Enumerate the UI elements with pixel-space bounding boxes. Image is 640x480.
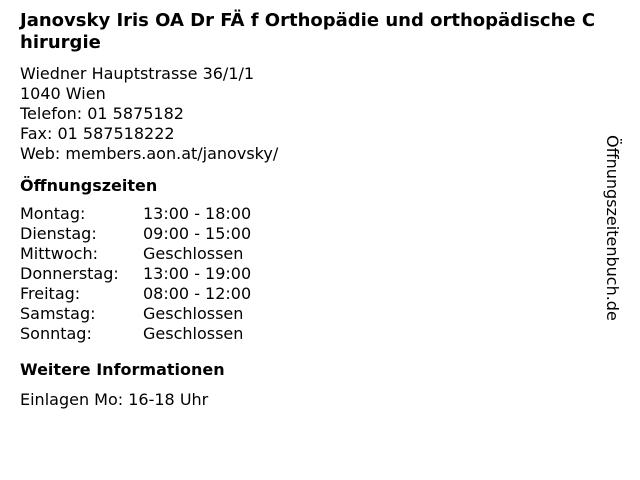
phone-number: Telefon: 01 5875182: [20, 104, 184, 123]
day-label: Sonntag:: [20, 324, 92, 343]
hours-row-saturday: [20, 304, 600, 324]
hours-row-wednesday: [20, 244, 600, 264]
opening-hours-heading: Öffnungszeiten: [20, 176, 158, 195]
opening-hours-list: [20, 204, 600, 344]
fax-number: Fax: 01 587518222: [20, 124, 175, 143]
day-label: Mittwoch:: [20, 244, 98, 263]
day-label: Freitag:: [20, 284, 81, 303]
page-title: Janovsky Iris OA Dr FÄ f Orthopädie und orthopädische Chirurgie: [20, 10, 596, 53]
address-block: [20, 64, 600, 164]
day-label: Donnerstag:: [20, 264, 119, 283]
listing-card: [20, 10, 600, 410]
day-label: Samstag:: [20, 304, 96, 323]
hours-row-sunday: [20, 324, 600, 344]
website-link[interactable]: Web: members.aon.at/janovsky/: [20, 144, 279, 163]
day-time: 09:00 - 15:00: [143, 224, 252, 243]
day-label: Dienstag:: [20, 224, 97, 243]
hours-row-monday: [20, 204, 600, 224]
hours-row-tuesday: [20, 224, 600, 244]
brand-watermark: Öffnungszeitenbuch.de: [603, 135, 622, 321]
address-city: 1040 Wien: [20, 84, 106, 103]
hours-row-friday: [20, 284, 600, 304]
further-info-heading: Weitere Informationen: [20, 360, 225, 379]
hours-row-thursday: [20, 264, 600, 284]
day-time: Geschlossen: [143, 324, 244, 343]
day-time: 13:00 - 19:00: [143, 264, 252, 283]
further-info-text: Einlagen Mo: 16-18 Uhr: [20, 390, 209, 409]
day-time: Geschlossen: [143, 304, 244, 323]
day-time: 13:00 - 18:00: [143, 204, 252, 223]
day-label: Montag:: [20, 204, 86, 223]
address-street: Wiedner Hauptstrasse 36/1/1: [20, 64, 255, 83]
day-time: 08:00 - 12:00: [143, 284, 252, 303]
day-time: Geschlossen: [143, 244, 244, 263]
